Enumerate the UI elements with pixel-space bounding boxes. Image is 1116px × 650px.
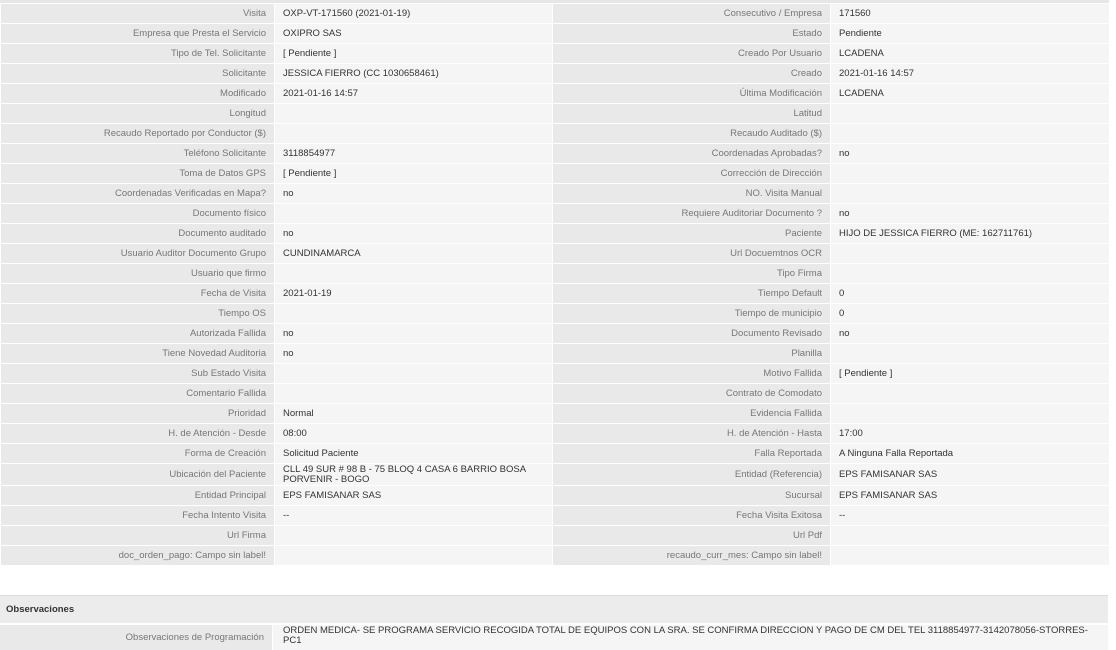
field-value: 2021-01-16 14:57 (275, 84, 553, 104)
field-label: Motivo Fallida (553, 364, 831, 384)
field-label: Comentario Fallida (1, 384, 275, 404)
field-value: Normal (275, 404, 553, 424)
field-label: Teléfono Solicitante (1, 144, 275, 164)
field-label: Prioridad (1, 404, 275, 424)
field-value (275, 526, 553, 546)
detail-row (1, 344, 1110, 364)
field-value: no (275, 184, 553, 204)
field-label: Planilla (553, 344, 831, 364)
field-label: Ubicación del Paciente (1, 464, 275, 486)
field-value: no (275, 224, 553, 244)
field-value: no (275, 344, 553, 364)
detail-row (1, 304, 1110, 324)
field-value (275, 104, 553, 124)
field-value: [ Pendiente ] (275, 164, 553, 184)
field-value (831, 124, 1110, 144)
field-label: Tiempo Default (553, 284, 831, 304)
detail-row (1, 164, 1110, 184)
field-value: [ Pendiente ] (831, 364, 1110, 384)
field-label: Longitud (1, 104, 275, 124)
field-label: Entidad (Referencia) (553, 464, 831, 486)
field-value: 0 (831, 304, 1110, 324)
field-label: Consecutivo / Empresa (553, 4, 831, 24)
field-value: no (831, 144, 1110, 164)
field-value: -- (831, 506, 1110, 526)
field-label: Documento auditado (1, 224, 275, 244)
field-label: NO. Visita Manual (553, 184, 831, 204)
field-value: EPS FAMISANAR SAS (831, 464, 1110, 486)
detail-row (1, 324, 1110, 344)
field-label: Empresa que Presta el Servicio (1, 24, 275, 44)
field-label: Tipo de Tel. Solicitante (1, 44, 275, 64)
field-value: no (275, 324, 553, 344)
field-label: Falla Reportada (553, 444, 831, 464)
field-label: Fecha Intento Visita (1, 506, 275, 526)
field-label: Modificado (1, 84, 275, 104)
detail-row (1, 64, 1110, 84)
field-value (275, 204, 553, 224)
field-value: no (831, 204, 1110, 224)
detail-row (1, 486, 1110, 506)
field-value (831, 404, 1110, 424)
field-label: Sub Estado Visita (1, 364, 275, 384)
detail-row (1, 364, 1110, 384)
field-value: EPS FAMISANAR SAS (275, 486, 553, 506)
field-label: Recaudo Reportado por Conductor ($) (1, 124, 275, 144)
field-value: 08:00 (275, 424, 553, 444)
detail-row (1, 244, 1110, 264)
detail-row (1, 44, 1110, 64)
detail-row (1, 464, 1110, 486)
field-value: 171560 (831, 4, 1110, 24)
field-value (831, 384, 1110, 404)
field-value (831, 184, 1110, 204)
field-label: Visita (1, 4, 275, 24)
field-value (275, 124, 553, 144)
field-label: Url Pdf (553, 526, 831, 546)
field-label: Corrección de Dirección (553, 164, 831, 184)
field-label: Url Firma (1, 526, 275, 546)
field-label: Url Docuemtnos OCR (553, 244, 831, 264)
field-label: Fecha Visita Exitosa (553, 506, 831, 526)
field-label: H. de Atención - Hasta (553, 424, 831, 444)
detail-row (1, 444, 1110, 464)
field-label: Usuario Auditor Documento Grupo (1, 244, 275, 264)
field-value: ORDEN MEDICA- SE PROGRAMA SERVICIO RECOGIDA TOTAL DE EQUIPOS CON LA SRA. SE CONFIRMA DIRECCION Y PAGO DE CM DEL TEL 3118854977-3142078056-STORRES-PC1 (273, 625, 1108, 650)
field-label: Documento físico (1, 204, 275, 224)
detail-row (1, 204, 1110, 224)
visit-detail-table (0, 3, 1110, 566)
field-label: recaudo_curr_mes: Campo sin label! (553, 546, 831, 566)
field-value: Pendiente (831, 24, 1110, 44)
field-label: Última Modificación (553, 84, 831, 104)
field-value: -- (275, 506, 553, 526)
field-value (275, 546, 553, 566)
observaciones-section-header (0, 595, 1108, 623)
field-value: 17:00 (831, 424, 1110, 444)
observaciones-row (0, 625, 1108, 650)
field-value: Solicitud Paciente (275, 444, 553, 464)
section-title: Observaciones (6, 604, 75, 615)
field-value: HIJO DE JESSICA FIERRO (ME: 162711761) (831, 224, 1110, 244)
field-value (831, 344, 1110, 364)
field-label: Forma de Creación (1, 444, 275, 464)
field-label: Coordenadas Verificadas en Mapa? (1, 184, 275, 204)
field-value: CLL 49 SUR # 98 B - 75 BLOQ 4 CASA 6 BARRIO BOSA PORVENIR - BOGO (275, 464, 553, 486)
detail-row (1, 224, 1110, 244)
field-value: 3118854977 (275, 144, 553, 164)
page-edge (1109, 0, 1116, 650)
field-value (275, 264, 553, 284)
detail-row (1, 104, 1110, 124)
field-label: Sucursal (553, 486, 831, 506)
detail-row (1, 506, 1110, 526)
field-value: LCADENA (831, 44, 1110, 64)
field-value (831, 244, 1110, 264)
detail-row (1, 284, 1110, 304)
field-value (275, 364, 553, 384)
field-label: Creado Por Usuario (553, 44, 831, 64)
detail-row (1, 184, 1110, 204)
field-value: OXIPRO SAS (275, 24, 553, 44)
field-label: Tiempo OS (1, 304, 275, 324)
detail-row (1, 526, 1110, 546)
field-value (275, 304, 553, 324)
detail-row (1, 24, 1110, 44)
field-label: Evidencia Fallida (553, 404, 831, 424)
field-label: Autorizada Fallida (1, 324, 275, 344)
detail-row (1, 424, 1110, 444)
field-label: Observaciones de Programación (0, 625, 273, 650)
field-value: LCADENA (831, 84, 1110, 104)
field-label: Solicitante (1, 64, 275, 84)
field-value: CUNDINAMARCA (275, 244, 553, 264)
field-label: Estado (553, 24, 831, 44)
field-value: A Ninguna Falla Reportada (831, 444, 1110, 464)
field-value (831, 164, 1110, 184)
field-value: 2021-01-19 (275, 284, 553, 304)
field-label: Contrato de Comodato (553, 384, 831, 404)
field-value (831, 526, 1110, 546)
detail-row (1, 384, 1110, 404)
field-label: Usuario que firmo (1, 264, 275, 284)
detail-row (1, 144, 1110, 164)
field-value (275, 384, 553, 404)
field-value: no (831, 324, 1110, 344)
field-label: Documento Revisado (553, 324, 831, 344)
field-value (831, 264, 1110, 284)
field-label: Coordenadas Aprobadas? (553, 144, 831, 164)
field-label: Creado (553, 64, 831, 84)
field-value: JESSICA FIERRO (CC 1030658461) (275, 64, 553, 84)
field-label: Fecha de Visita (1, 284, 275, 304)
field-value: EPS FAMISANAR SAS (831, 486, 1110, 506)
field-label: Recaudo Auditado ($) (553, 124, 831, 144)
field-value (831, 104, 1110, 124)
detail-row (1, 404, 1110, 424)
field-label: Tipo Firma (553, 264, 831, 284)
detail-row (1, 84, 1110, 104)
detail-row (1, 546, 1110, 566)
field-label: H. de Atención - Desde (1, 424, 275, 444)
field-value (831, 546, 1110, 566)
detail-row (1, 4, 1110, 24)
field-value: 0 (831, 284, 1110, 304)
field-label: Toma de Datos GPS (1, 164, 275, 184)
field-value: OXP-VT-171560 (2021-01-19) (275, 4, 553, 24)
field-value: 2021-01-16 14:57 (831, 64, 1110, 84)
field-label: Requiere Auditoriar Documento ? (553, 204, 831, 224)
field-label: doc_orden_pago: Campo sin label! (1, 546, 275, 566)
field-label: Latitud (553, 104, 831, 124)
detail-row (1, 264, 1110, 284)
field-label: Tiene Novedad Auditoria (1, 344, 275, 364)
field-label: Entidad Principal (1, 486, 275, 506)
field-label: Tiempo de municipio (553, 304, 831, 324)
field-label: Paciente (553, 224, 831, 244)
detail-row (1, 124, 1110, 144)
field-value: [ Pendiente ] (275, 44, 553, 64)
